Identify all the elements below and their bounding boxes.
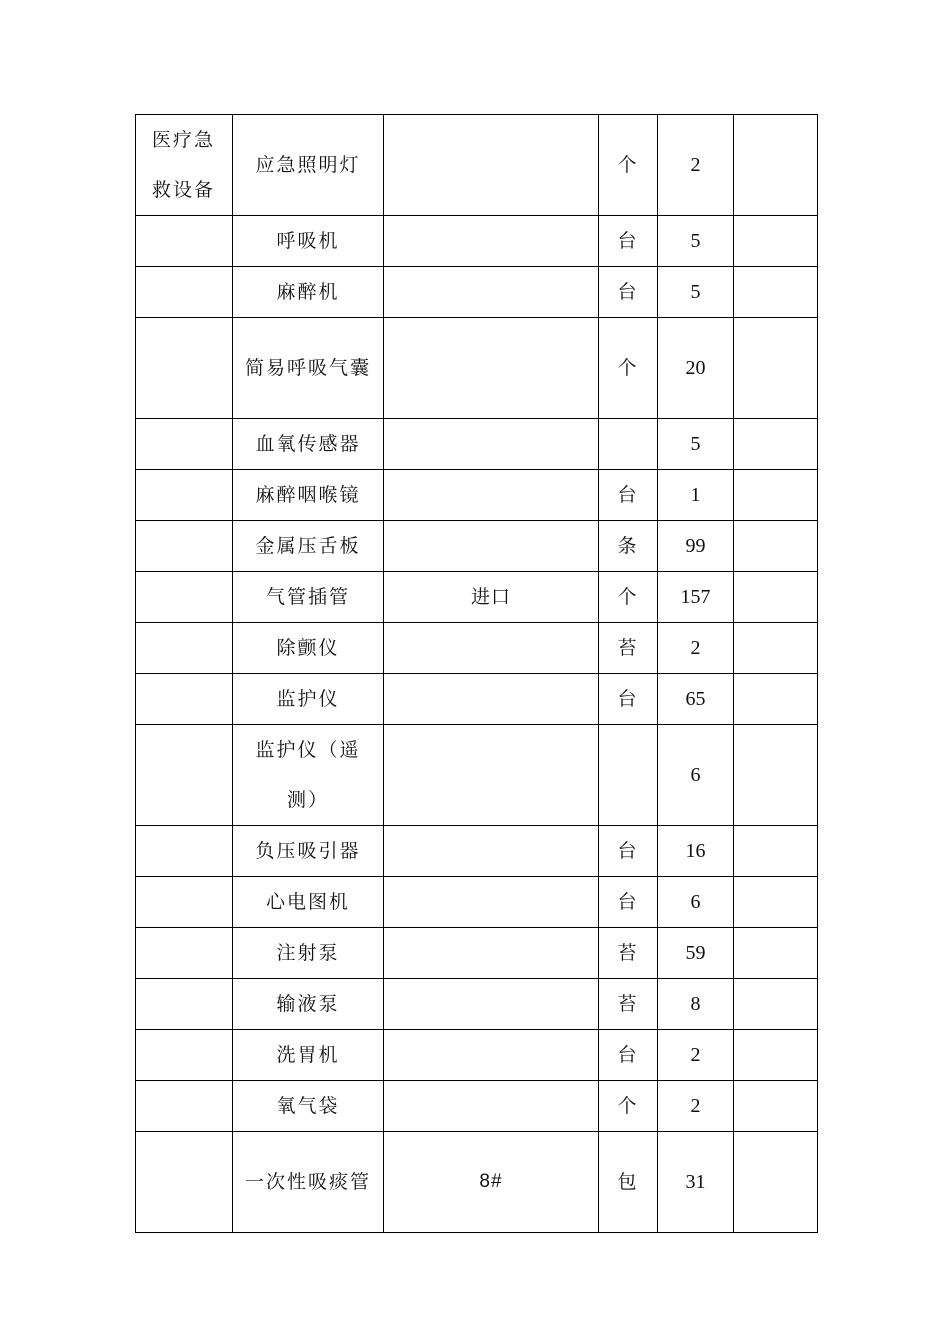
table-row: [136, 521, 818, 572]
category-cell: 医疗急救设备: [136, 115, 233, 216]
unit-cell: 个: [599, 572, 658, 623]
note-cell: [734, 318, 818, 419]
name-cell: 气管插管: [233, 572, 384, 623]
qty-cell: 5: [658, 419, 734, 470]
unit-cell: 苔: [599, 928, 658, 979]
qty-cell: 5: [658, 267, 734, 318]
spec-cell: [384, 674, 599, 725]
table-row: [136, 1030, 818, 1081]
name-cell: 应急照明灯: [233, 115, 384, 216]
spec-cell: [384, 928, 599, 979]
table-row: [136, 318, 818, 419]
note-cell: [734, 674, 818, 725]
category-cell: [136, 623, 233, 674]
name-cell: 监护仪: [233, 674, 384, 725]
spec-cell: [384, 419, 599, 470]
qty-cell: 2: [658, 1030, 734, 1081]
table-row: [136, 115, 818, 216]
name-cell: 麻醉咽喉镜: [233, 470, 384, 521]
table-row: [136, 979, 818, 1030]
table-row: [136, 1132, 818, 1233]
name-cell: 血氧传感器: [233, 419, 384, 470]
note-cell: [734, 623, 818, 674]
name-cell: 洗胃机: [233, 1030, 384, 1081]
spec-cell: [384, 470, 599, 521]
category-cell: [136, 470, 233, 521]
unit-cell: 台: [599, 216, 658, 267]
note-cell: [734, 115, 818, 216]
name-cell: 心电图机: [233, 877, 384, 928]
note-cell: [734, 877, 818, 928]
note-cell: [734, 267, 818, 318]
note-cell: [734, 419, 818, 470]
spec-cell: [384, 115, 599, 216]
spec-cell: [384, 725, 599, 826]
category-cell: [136, 725, 233, 826]
note-cell: [734, 1030, 818, 1081]
category-cell: [136, 674, 233, 725]
table-row: [136, 928, 818, 979]
category-cell: [136, 216, 233, 267]
spec-cell: [384, 521, 599, 572]
unit-cell: 台: [599, 1030, 658, 1081]
category-cell: [136, 419, 233, 470]
qty-cell: 20: [658, 318, 734, 419]
unit-cell: 苔: [599, 979, 658, 1030]
note-cell: [734, 979, 818, 1030]
table-row: [136, 674, 818, 725]
qty-cell: 8: [658, 979, 734, 1030]
qty-cell: 157: [658, 572, 734, 623]
table-row: [136, 267, 818, 318]
name-cell: 简易呼吸气囊: [233, 318, 384, 419]
table-row: [136, 826, 818, 877]
spec-cell: [384, 267, 599, 318]
note-cell: [734, 725, 818, 826]
unit-cell: 台: [599, 267, 658, 318]
table-row: [136, 623, 818, 674]
category-cell: [136, 1081, 233, 1132]
unit-cell: 苔: [599, 623, 658, 674]
qty-cell: 31: [658, 1132, 734, 1233]
spec-cell: [384, 979, 599, 1030]
qty-cell: 2: [658, 623, 734, 674]
name-cell: 除颤仪: [233, 623, 384, 674]
table-row: [136, 1081, 818, 1132]
qty-cell: 2: [658, 115, 734, 216]
equipment-table: [135, 114, 818, 1233]
unit-cell: 个: [599, 1081, 658, 1132]
spec-cell: 进口: [384, 572, 599, 623]
unit-cell: 台: [599, 470, 658, 521]
name-cell: 输液泵: [233, 979, 384, 1030]
spec-cell: [384, 877, 599, 928]
qty-cell: 16: [658, 826, 734, 877]
spec-cell: [384, 1030, 599, 1081]
name-cell: 负压吸引器: [233, 826, 384, 877]
spec-cell: [384, 623, 599, 674]
name-cell: 一次性吸痰管: [233, 1132, 384, 1233]
unit-cell: [599, 419, 658, 470]
spec-cell: 8#: [384, 1132, 599, 1233]
unit-cell: 个: [599, 318, 658, 419]
table-row: [136, 470, 818, 521]
note-cell: [734, 1132, 818, 1233]
name-cell: 呼吸机: [233, 216, 384, 267]
note-cell: [734, 216, 818, 267]
unit-cell: 台: [599, 674, 658, 725]
category-cell: [136, 572, 233, 623]
table-row: [136, 877, 818, 928]
unit-cell: 条: [599, 521, 658, 572]
qty-cell: 6: [658, 877, 734, 928]
note-cell: [734, 826, 818, 877]
name-cell: 监护仪（遥测）: [233, 725, 384, 826]
name-cell: 麻醉机: [233, 267, 384, 318]
category-cell: [136, 979, 233, 1030]
table-row: [136, 572, 818, 623]
name-cell: 金属压舌板: [233, 521, 384, 572]
qty-cell: 6: [658, 725, 734, 826]
note-cell: [734, 928, 818, 979]
unit-cell: [599, 725, 658, 826]
category-cell: [136, 267, 233, 318]
note-cell: [734, 1081, 818, 1132]
category-cell: [136, 877, 233, 928]
spec-cell: [384, 318, 599, 419]
qty-cell: 99: [658, 521, 734, 572]
note-cell: [734, 470, 818, 521]
category-cell: [136, 826, 233, 877]
qty-cell: 2: [658, 1081, 734, 1132]
category-cell: [136, 1030, 233, 1081]
category-cell: [136, 928, 233, 979]
category-cell: [136, 521, 233, 572]
table-row: [136, 725, 818, 826]
qty-cell: 59: [658, 928, 734, 979]
spec-cell: [384, 216, 599, 267]
category-cell: [136, 318, 233, 419]
note-cell: [734, 572, 818, 623]
category-cell: [136, 1132, 233, 1233]
qty-cell: 1: [658, 470, 734, 521]
qty-cell: 5: [658, 216, 734, 267]
unit-cell: 包: [599, 1132, 658, 1233]
spec-cell: [384, 1081, 599, 1132]
name-cell: 氧气袋: [233, 1081, 384, 1132]
name-cell: 注射泵: [233, 928, 384, 979]
qty-cell: 65: [658, 674, 734, 725]
unit-cell: 台: [599, 826, 658, 877]
unit-cell: 台: [599, 877, 658, 928]
unit-cell: 个: [599, 115, 658, 216]
spec-cell: [384, 826, 599, 877]
note-cell: [734, 521, 818, 572]
table-row: [136, 216, 818, 267]
table-row: [136, 419, 818, 470]
